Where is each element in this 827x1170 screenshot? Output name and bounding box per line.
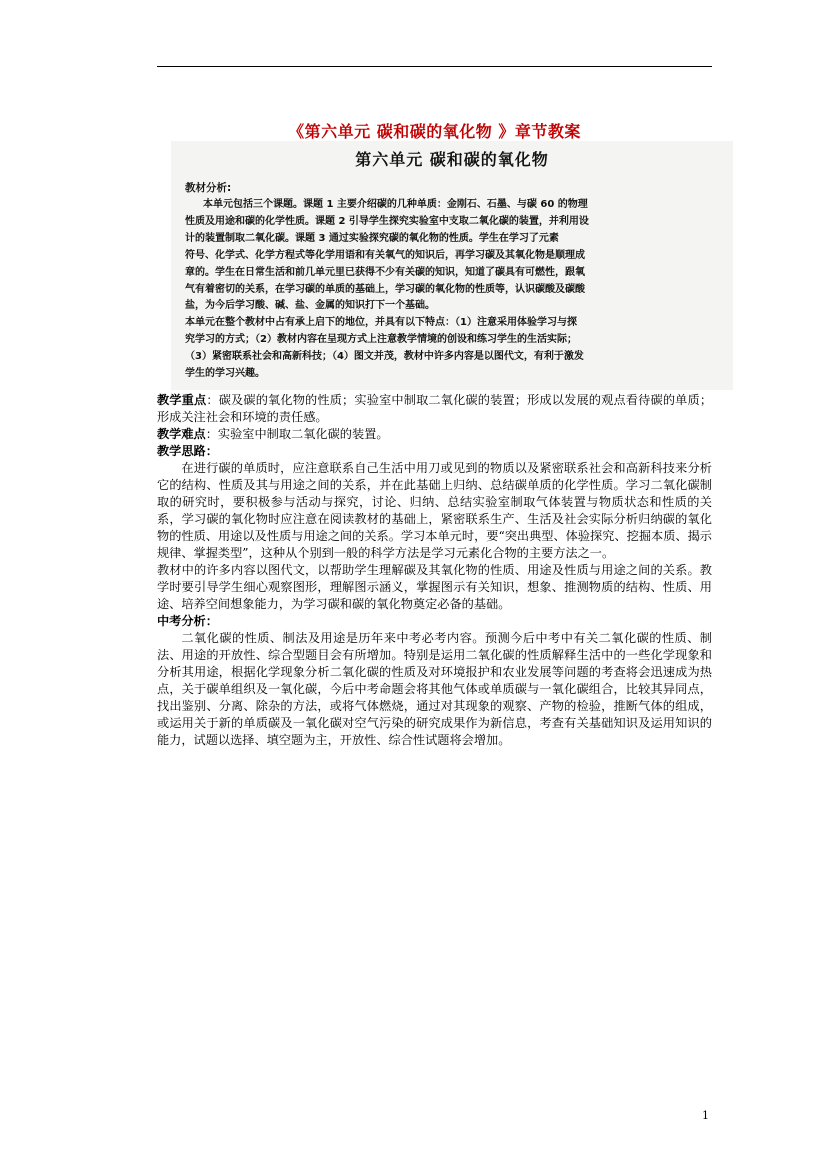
scan-line: 本单元包括三个课题。课题 1 主要介绍碳的几种单质：金刚石、石墨、与碳 60 的物理 — [203, 199, 588, 210]
exam-analysis-heading — [157, 613, 712, 630]
scan-line: 本单元在整个教材中占有承上启下的地位，并具有以下特点：（1）注意采用体验学习与探 — [185, 317, 577, 329]
document-body — [157, 392, 712, 749]
teaching-difficulty — [157, 426, 712, 443]
teaching-ideas-colon: ： — [205, 444, 218, 458]
exam-analysis-paragraph: 二氧化碳的性质、制法及用途是历年来中考必考内容。预测今后中考中有关二氧化碳的性质、制法、用途的开放性、综合型题目会有所增加。特别是运用二氧化碳的性质解释生活中的一些化学现象和分析其用途，根据化学现象分析二氧化碳的性质及对环境报护和农业发展等问题的考查将会迅速成为热点，关于碳单组织及一氧化碳，今后中考命题会将其他气体或单质碳与一氧化碳组合，比较其异同点，找出鉴别、分离、除杂的方法，或将气体燃烧，通过对其现象的观察、产物的检验，推断气体的组成，或运用关于新的单质碳及一氧化碳对空气污染的研究成果作为新信息，考查有关基础知识及运用知识的能力，试题以选择、填空题为主，开放性、综合性试题将会增加。 — [157, 631, 712, 747]
scan-line: 符号、化学式、化学方程式等化学用语和有关氧气的知识后，再学习碳及其氧化物是顺理成 — [185, 249, 585, 261]
header-rule — [157, 66, 712, 67]
scan-subheading: 教材分析: — [185, 182, 232, 194]
scan-line: 计的装置制取二氧化碳。课题 3 通过实验探究碳的氧化物的性质。学生在学习了元素 — [185, 232, 559, 244]
exam-analysis-colon: ： — [205, 614, 218, 628]
scan-line: 性质及用途和碳的化学性质。课题 2 引导学生探究实验室中支取二氧化碳的装置，并利用设 — [185, 215, 589, 227]
scan-heading: 第六单元 碳和碳的氧化物 — [355, 150, 549, 169]
page-number: 1 — [702, 1109, 709, 1122]
teaching-focus — [157, 392, 712, 426]
exam-analysis-label: 中考分析 — [157, 614, 206, 628]
scan-line: （3）紧密联系社会和高新科技；（4）图文并茂，教材中许多内容是以图代文，有利于激发 — [185, 351, 584, 363]
scan-line: 章的。学生在日常生活和前几单元里已获得不少有关碳的知识，知道了碳具有可燃性，跟氧 — [185, 266, 585, 278]
scanned-textbook-image — [171, 141, 733, 390]
scan-line: 气有着密切的关系，在学习碳的单质的基础上，学习碳的氧化物的性质等，认识碳酸及碳酸 — [185, 283, 585, 295]
teaching-difficulty-text: ：实验室中制取二氧化碳的装置。 — [205, 427, 389, 441]
document-title: 《第六单元 碳和碳的氧化物 》章节教案 — [288, 122, 581, 141]
teaching-focus-text: ：碳及碳的氧化物的性质；实验室中制取二氧化碳的装置；形成以发展的观点看待碳的单质；形成关注社会和环境的责任感。 — [157, 393, 713, 424]
scan-line: 究学习的方式；（2）教材内容在呈现方式上注意教学情境的创设和练习学生的生活实际； — [185, 334, 577, 346]
teaching-ideas-heading — [157, 443, 712, 460]
teaching-ideas-paragraph-1: 在进行碳的单质时，应注意联系自己生活中用刀或见到的物质以及紧密联系社会和高新科技来分析它的结构、性质及其与用途之间的关系，并在此基础上归纳、总结碳单质的化学性质。学习二氧化碳制取的研究时，要积极参与活动与探究，讨论、归纳、总结实验室制取气体装置与物质状态和性质的关系，学习碳的氧化物时应注意在阅读教材的基础上，紧密联系生产、生活及社会实际分析归纳碳的氧化物的性质、用途以及性质与用途之间的关系。学习本单元时，要“突出典型、体验探究、挖掘本质、揭示规律、掌握类型”，这种从个别到一般的科学方法是学习元素化合物的主要方法之一。 — [157, 461, 712, 560]
scan-line: 盐，为今后学习酸、碱、盐、金属的知识打下一个基础。 — [185, 300, 435, 312]
teaching-ideas-paragraph-2: 教材中的许多内容以图代文，以帮助学生理解碳及其氧化物的性质、用途及性质与用途之间的关系。教学时要引导学生细心观察图形，理解图示涵义，掌握图示有关知识，想象、推测物质的结构、性质、用途、培养空间想象能力，为学习碳和碳的氧化物奠定必备的基础。 — [157, 563, 712, 611]
teaching-ideas-label: 教学思路 — [157, 444, 206, 458]
scan-body — [185, 197, 705, 383]
teaching-focus-label: 教学重点 — [157, 393, 207, 407]
scan-line: 学生的学习兴趣。 — [185, 368, 265, 380]
teaching-difficulty-label: 教学难点 — [157, 427, 206, 441]
